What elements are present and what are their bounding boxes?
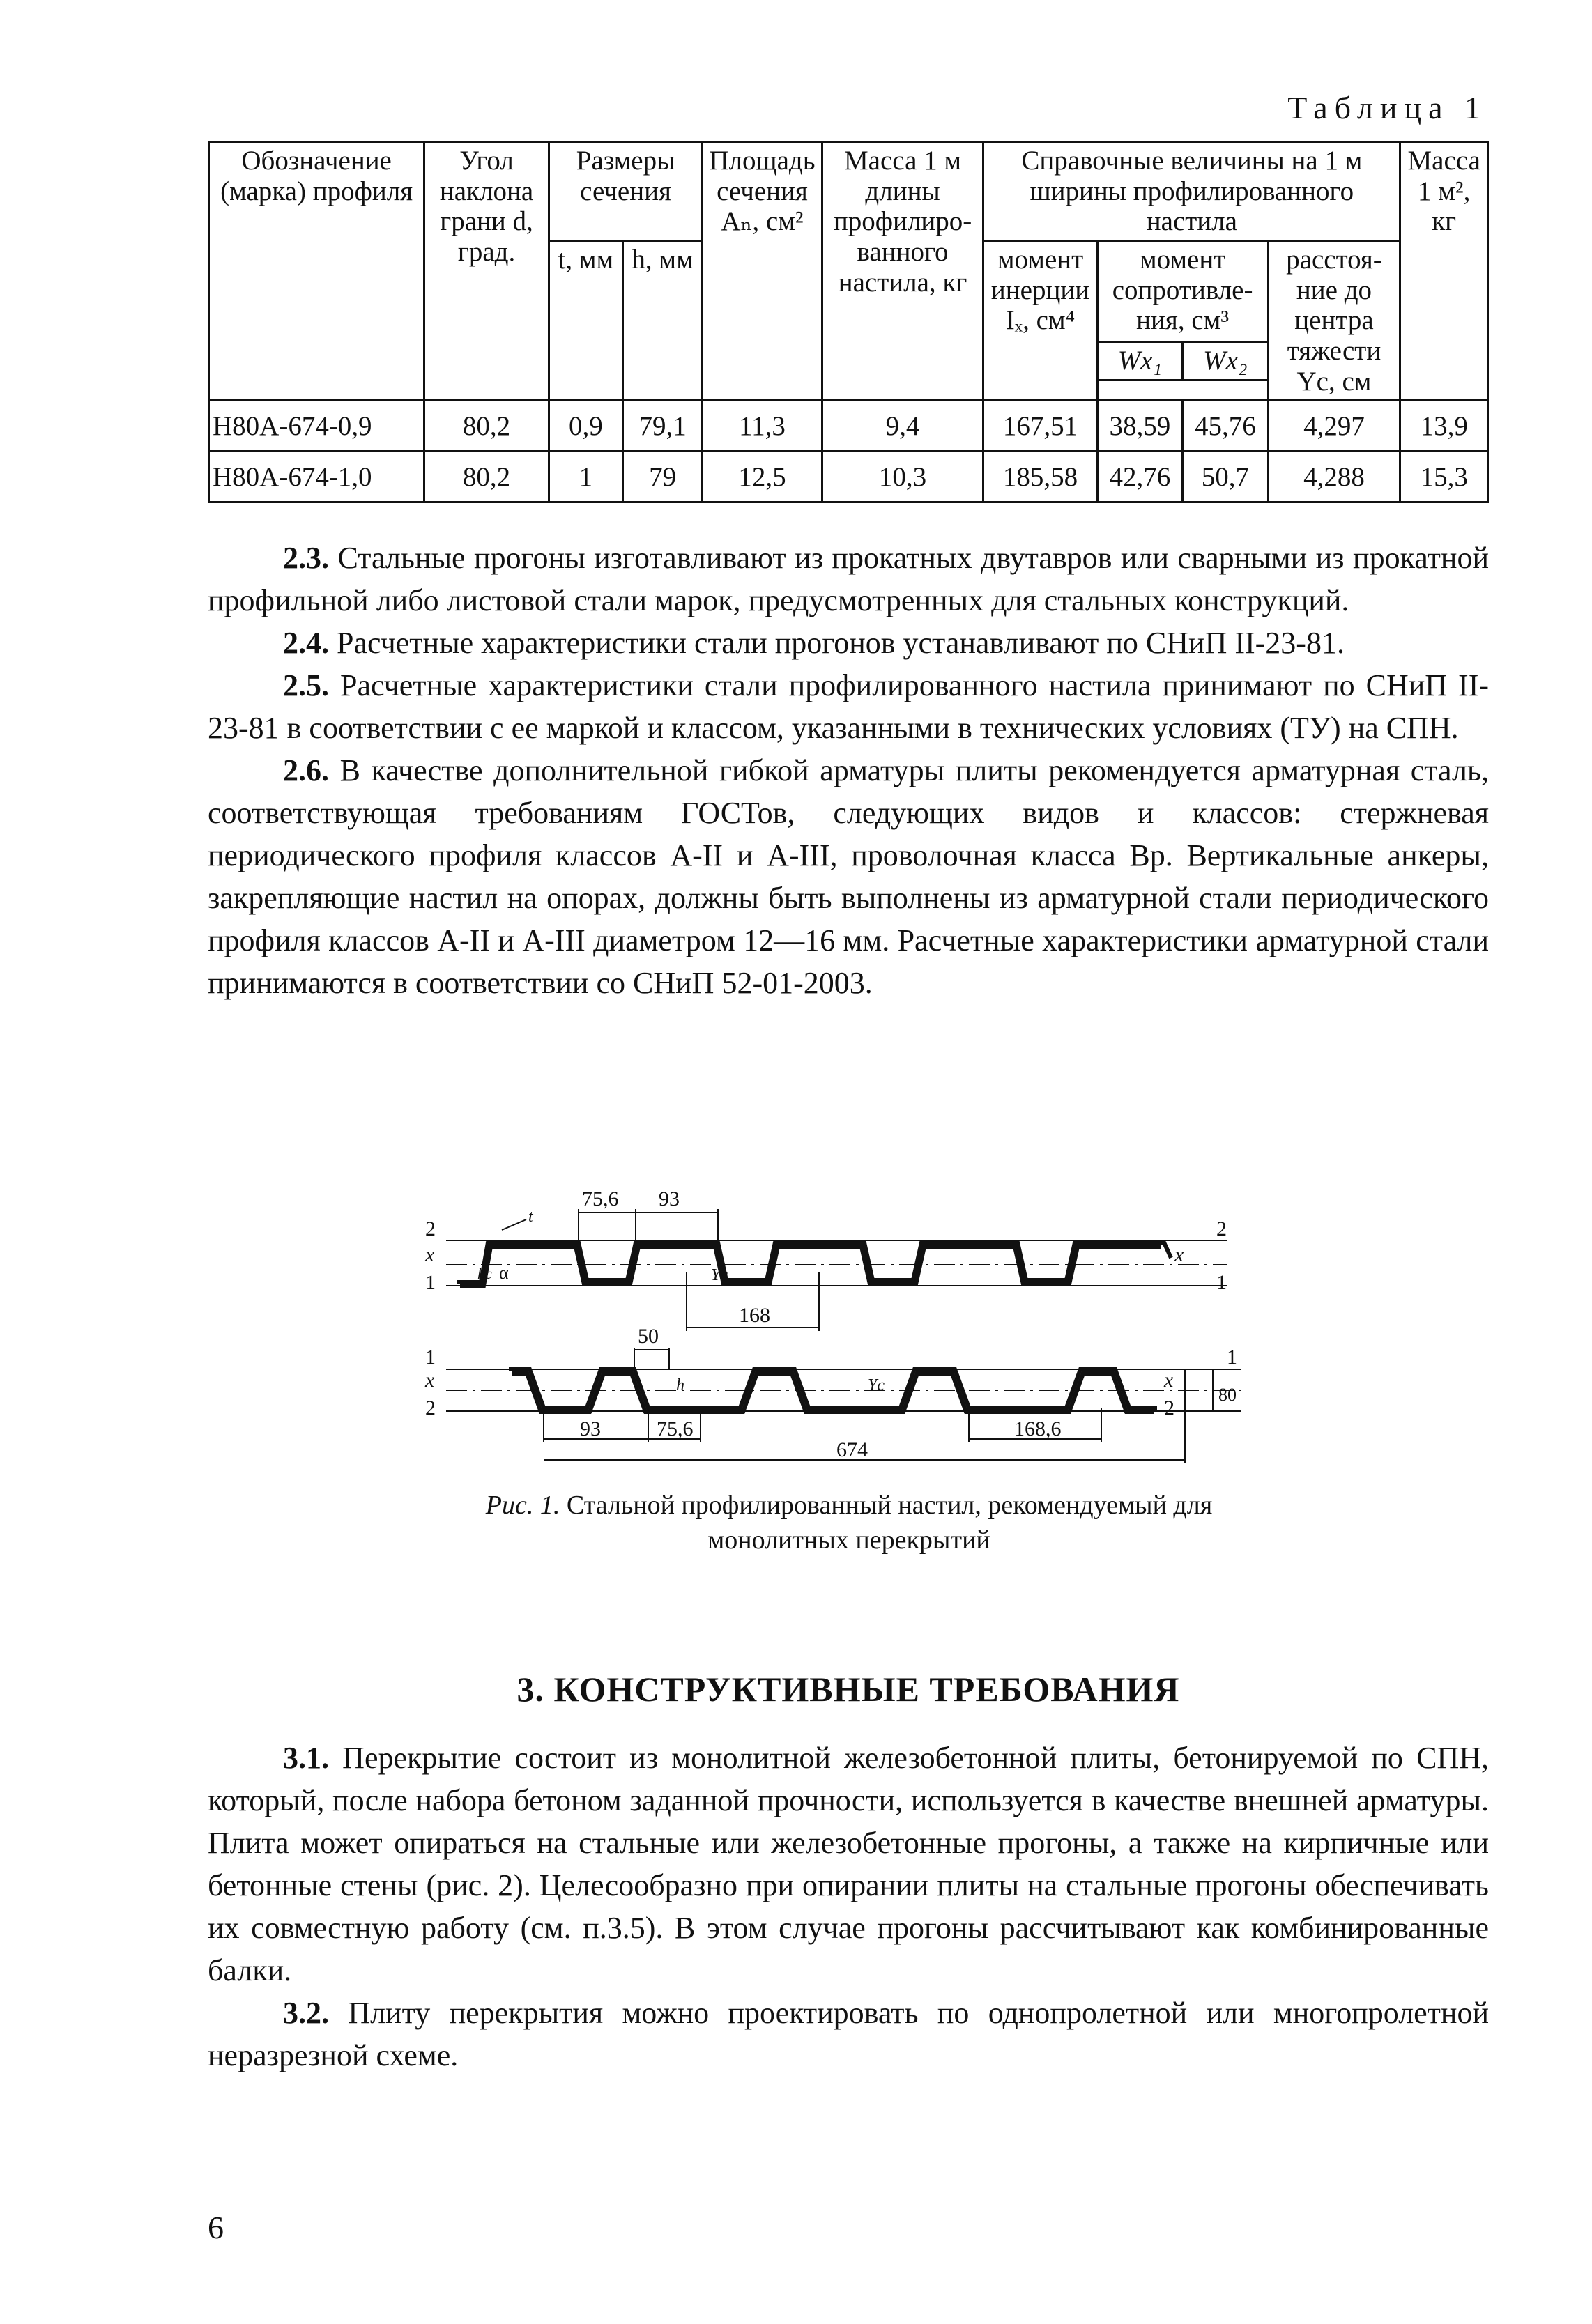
paragraph-2-4: 2.4. Расчетные характеристики стали прогонов устанавливают по СНиП II-23-81. xyxy=(283,626,1345,660)
dim-label: h xyxy=(676,1376,684,1394)
profile-drawing xyxy=(404,1160,1296,1467)
cell-area: 12,5 xyxy=(703,452,822,502)
top-profile-labels xyxy=(424,1187,1227,1327)
axis-label: x xyxy=(1174,1243,1184,1266)
cell-mass-length: 9,4 xyxy=(822,401,983,452)
cell-wx2: 45,76 xyxy=(1183,401,1268,452)
header-angle: Угол наклона грани d, град. xyxy=(424,142,549,401)
cell-designation: Н80А-674-0,9 xyxy=(209,401,424,452)
paragraph-2-5: 2.5. Расчетные характеристики стали профилированного настила принимают по СНиП II-23-81 в соответствии с ее маркой и классом, указанными в технических условиях (ТУ) на СПН. xyxy=(208,668,1490,745)
dim-label: 168 xyxy=(739,1304,770,1327)
body-text xyxy=(208,537,1489,1004)
dim-label: 93 xyxy=(580,1417,601,1440)
header-designation: Обозначение (марка) профиля xyxy=(209,142,424,401)
cell-inertia: 185,58 xyxy=(983,452,1097,502)
cell-inertia: 167,51 xyxy=(983,401,1097,452)
dim-label: 80 xyxy=(1218,1385,1237,1405)
section-body xyxy=(208,1737,1489,2077)
header-distance: расстоя-ние до центра тяжести Yc, см xyxy=(1268,241,1400,401)
axis-label: 1 xyxy=(1227,1346,1237,1369)
top-profile xyxy=(446,1209,1227,1331)
axis-label: 2 xyxy=(425,1396,436,1419)
cell-wx2: 50,7 xyxy=(1183,452,1268,502)
dim-label: Yc xyxy=(868,1376,885,1394)
dim-leader xyxy=(502,1219,526,1230)
dim-label: 168,6 xyxy=(1014,1417,1062,1440)
cell-t: 0,9 xyxy=(549,401,622,452)
header-mass-area: Масса 1 м², кг xyxy=(1400,142,1488,401)
axis-label: 2 xyxy=(425,1217,436,1240)
header-inertia: момент инерции Iₓ, см⁴ xyxy=(983,241,1097,401)
table-row xyxy=(209,452,1488,502)
bottom-profile-labels xyxy=(424,1325,1237,1461)
cell-wx1: 42,76 xyxy=(1097,452,1182,502)
header-mass-length: Масса 1 м длины профилиро-ванного настила, кг xyxy=(822,142,983,401)
header-area: Площадь сечения Aₙ, см² xyxy=(703,142,822,401)
dim-label: α xyxy=(499,1263,509,1283)
axis-label: x xyxy=(425,1369,435,1392)
cell-yc: 4,297 xyxy=(1268,401,1400,452)
cell-area: 11,3 xyxy=(703,401,822,452)
cell-angle: 80,2 xyxy=(424,452,549,502)
dim-label: 75,6 xyxy=(657,1417,694,1440)
cell-wx1: 38,59 xyxy=(1097,401,1182,452)
cell-designation: Н80А-674-1,0 xyxy=(209,452,424,502)
axis-label: 1 xyxy=(425,1346,436,1369)
paragraph-3-1: 3.1. Перекрытие состоит из монолитной железобетонной плиты, бетонируемой по СПН, который, после набора бетоном заданной прочности, используется в качестве внешней арматуры. Плита может опираться на стальные или железобетонные прогоны, а также на кирпичные или бетонные стены (рис. 2). Целесообразно при опирании плиты на стальные прогоны обеспечивать их совместную работу (см. п.3.5). В этом случае прогоны рассчитывают как комбинированные балки. xyxy=(208,1741,1489,1987)
axis-label: 1 xyxy=(425,1271,436,1294)
paragraph-3-2: 3.2. Плиту перекрытия можно проектировать по однопролетной или многопролетной неразрезной схеме. xyxy=(208,1996,1490,2072)
dim-label: 674 xyxy=(836,1438,868,1461)
cell-h: 79,1 xyxy=(622,401,702,452)
cell-mass-length: 10,3 xyxy=(822,452,983,502)
cell-h: 79 xyxy=(622,452,702,502)
dim-label: 75,6 xyxy=(582,1187,619,1210)
header-h: h, мм xyxy=(622,241,702,401)
paragraph-2-3: 2.3. Стальные прогоны изготавливают из прокатных двутавров или сварными из прокатной профильной либо листовой стали марок, предусмотренных для стальных конструкций. xyxy=(208,541,1489,617)
table-row xyxy=(209,401,1488,452)
header-wx2: Wx₂ xyxy=(1183,341,1268,380)
header-dims: Размеры сечения xyxy=(549,142,702,241)
section-title: 3. КОНСТРУКТИВНЫЕ ТРЕБОВАНИЯ xyxy=(516,1670,1180,1709)
header-section-modulus: момент сопротивле-ния, см³ xyxy=(1097,241,1268,342)
axis-label: x xyxy=(1164,1369,1174,1392)
header-reference: Справочные величины на 1 м ширины профилированного настила xyxy=(983,142,1400,241)
dim-label: hc xyxy=(477,1265,492,1282)
axis-label: 1 xyxy=(1216,1271,1227,1294)
cell-mass-area: 15,3 xyxy=(1400,452,1488,502)
paragraph-2-6: 2.6. В качестве дополнительной гибкой арматуры плиты рекомендуется арматурная сталь, соответствующая требованиям ГОСТов, следующих видов и классов: стержневая периодического профиля классов A-II и A-III, проволочная класса Вр. Вертикальные анкеры, закрепляющие настил на опорах, должны быть выполнены из арматурной стали периодического профиля классов A-II и A-III диаметром 12—16 мм. Расчетные характеристики арматурной стали принимаются в соответствии со СНиП 52-01-2003. xyxy=(208,753,1489,1000)
table-caption: Таблица 1 xyxy=(1287,90,1487,125)
cell-angle: 80,2 xyxy=(424,401,549,452)
figure-caption: Рис. 1. Стальной профилированный настил, рекомендуемый для монолитных перекрытий xyxy=(485,1491,1213,1555)
cell-t: 1 xyxy=(549,452,622,502)
dim-label: Yc xyxy=(711,1266,728,1284)
header-wx1: Wx₁ xyxy=(1097,341,1182,380)
axis-label: 2 xyxy=(1164,1396,1174,1419)
cell-mass-area: 13,9 xyxy=(1400,401,1488,452)
dim-label: 93 xyxy=(659,1187,680,1210)
axis-label: 2 xyxy=(1216,1217,1227,1240)
profile-table xyxy=(208,141,1489,503)
header-t: t, мм xyxy=(549,241,622,401)
page-number: 6 xyxy=(208,2210,224,2245)
cell-yc: 4,288 xyxy=(1268,452,1400,502)
axis-label: x xyxy=(425,1243,435,1266)
dim-label: 50 xyxy=(638,1325,659,1348)
dim-label: t xyxy=(528,1208,533,1226)
